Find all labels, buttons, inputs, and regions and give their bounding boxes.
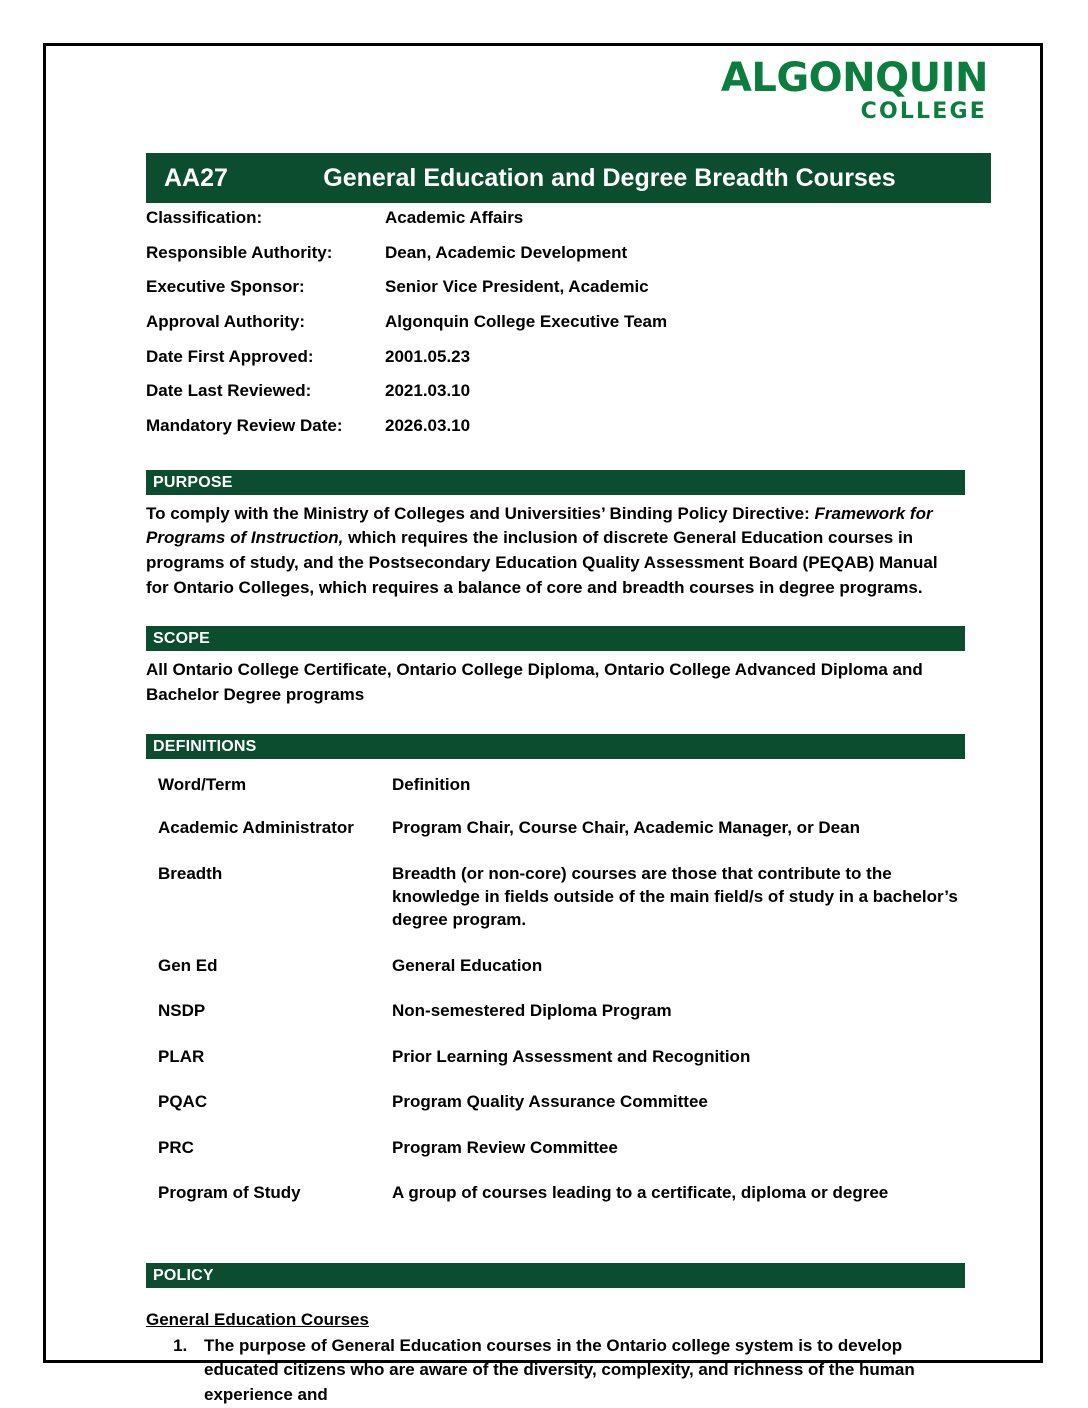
table-row [146,382,1006,417]
document-page [43,43,1043,1404]
policy-code: AA27 [164,163,228,192]
definition-text: Program Quality Assurance Committee [392,1092,708,1112]
table-row [146,417,1006,452]
table-row [158,816,968,861]
section-header-scope: SCOPE [146,626,965,651]
definition-text: General Education [392,955,543,975]
scope-text: All Ontario College Certificate, Ontario College Diploma, Ontario College Advanced Diploma and Bachelor Degree programs [146,660,923,705]
table-row [158,999,968,1044]
purpose-text-part2: which requires the inclusion of discrete General Education courses in programs of study, and the Postsecondary Education Quality Assessment Board (PEQAB) Manual for Ontario Colleges, which requires a balance of core and breadth courses in degree programs. [146,528,938,597]
definition-text: Breadth (or non-core) courses are those that contribute to the knowledge in fields outside of the main field/s of study in a bachelor’s degree program. [392,863,958,930]
metadata-label: Date First Approved: [146,346,314,366]
metadata-value: Dean, Academic Development [385,242,628,262]
algonquin-college-logo [720,55,988,124]
table-row [158,954,968,999]
metadata-label: Classification: [146,208,263,227]
definition-term: NSDP [158,1001,206,1021]
section-header-definitions: DEFINITIONS [146,734,965,759]
definition-term: PRC [158,1137,194,1157]
table-row [158,1090,968,1135]
table-row [158,1045,968,1090]
table-row [146,278,1006,313]
metadata-value: 2001.05.23 [385,346,471,366]
table-header-row [158,773,968,816]
definition-term: PQAC [158,1092,208,1112]
definition-text: Prior Learning Assessment and Recognition [392,1046,751,1066]
definition-term: Gen Ed [158,955,218,975]
metadata-label: Date Last Reviewed: [146,381,312,401]
definition-term: Academic Administrator [158,818,354,838]
table-row [146,244,1006,279]
logo-subtitle: COLLEGE [860,99,987,124]
definition-text: Program Review Committee [392,1137,618,1157]
policy-subheading: General Education Courses [146,1309,369,1329]
definition-term: Program of Study [158,1183,301,1203]
logo-wordmark: ALGONQUIN [720,55,988,101]
metadata-value: Algonquin College Executive Team [385,312,668,332]
definition-term: Breadth [158,863,223,883]
metadata-value: Academic Affairs [385,208,524,227]
metadata-value: Senior Vice President, Academic [385,277,649,297]
table-row [146,313,1006,348]
definition-text: A group of courses leading to a certificate, diploma or degree [392,1183,889,1203]
metadata-value: 2026.03.10 [385,416,471,436]
section-header-purpose: PURPOSE [146,470,965,495]
table-row [146,348,1006,383]
table-row [146,209,1006,244]
table-row [158,1181,968,1226]
column-header-definition: Definition [392,774,471,794]
table-row [158,1136,968,1181]
definition-text: Non-semestered Diploma Program [392,1001,672,1021]
definition-text: Program Chair, Course Chair, Academic Manager, or Dean [392,818,860,838]
metadata-value: 2021.03.10 [385,381,471,401]
metadata-label: Mandatory Review Date: [146,416,343,436]
definition-term: PLAR [158,1046,205,1066]
purpose-text [146,495,946,601]
list-item: 1. The purpose of General Education courses in the Ontario college system is to develop educated citizens who are aware of the diversity, complexity, and richness of the human experience and [192,1334,964,1408]
page-title: General Education and Degree Breadth Courses [323,163,896,192]
metadata-label: Executive Sponsor: [146,277,305,297]
section-header-policy: POLICY [146,1263,965,1288]
definitions-table [158,773,968,1227]
table-row [158,862,968,954]
metadata-label: Responsible Authority: [146,242,333,262]
metadata-label: Approval Authority: [146,312,305,332]
policy-list [146,1334,1006,1408]
metadata-table [146,209,1006,452]
column-header-word-term: Word/Term [158,774,247,794]
purpose-text-italic: Framework for Programs of Instruction, [146,503,933,548]
document-title-bar [146,153,991,203]
purpose-text-part1: To comply with the Ministry of Colleges and Universities’ Binding Policy Directive: [146,503,815,523]
